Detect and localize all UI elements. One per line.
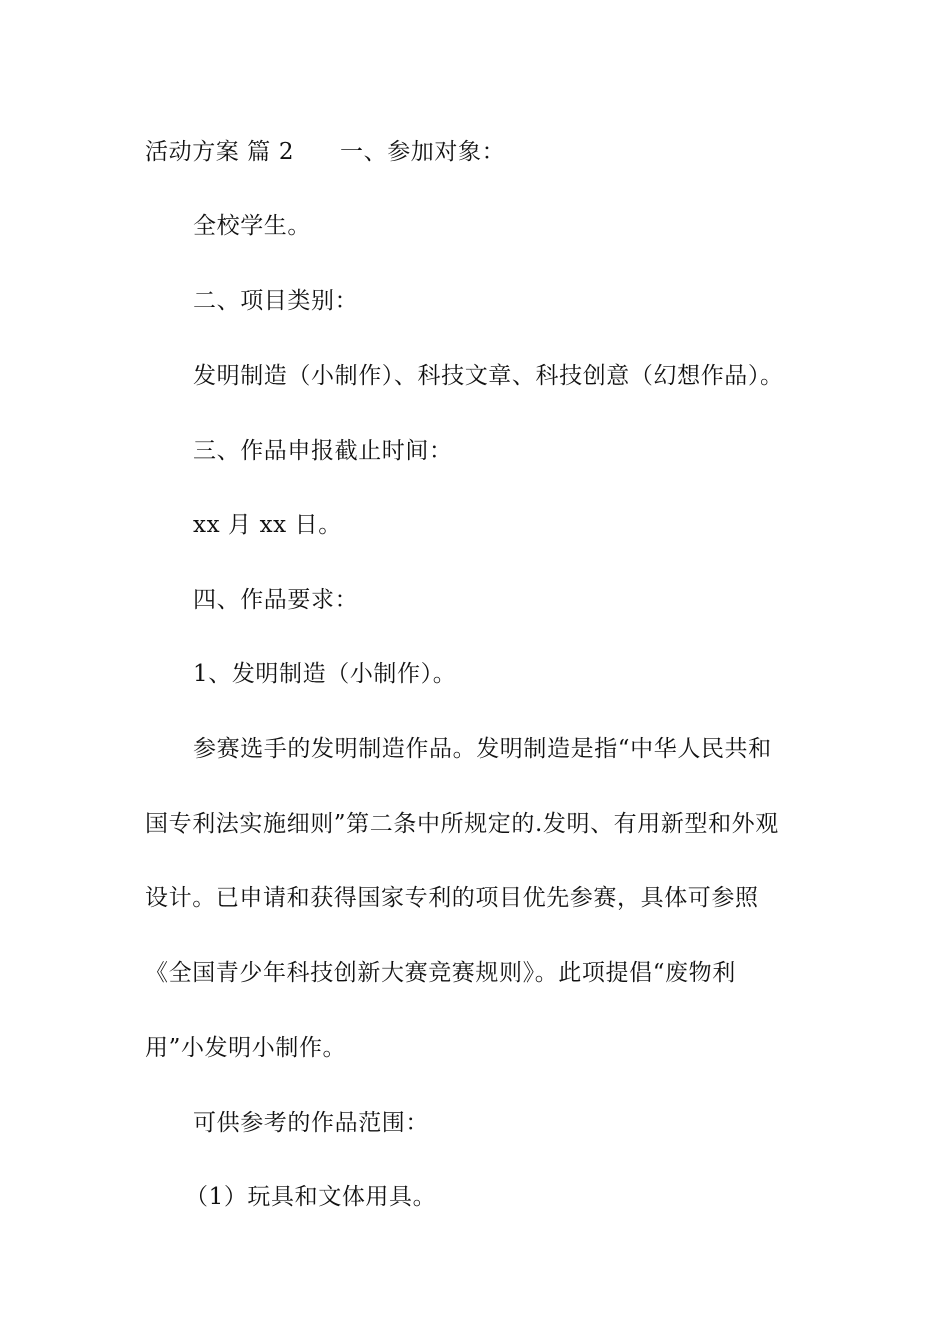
paragraph-line: 《全国青少年科技创新大赛竞赛规则》。此项提倡“废物利: [145, 960, 736, 986]
section-heading-participants: 一、参加对象：: [340, 139, 506, 165]
paragraph-line: 用”小发明小制作。: [145, 1035, 347, 1061]
paragraph-line: 参赛选手的发明制造作品。发明制造是指“中华人民共和: [193, 736, 772, 762]
section-heading-left: 活动方案 篇 2: [145, 139, 295, 165]
text-line: 发明制造（小制作）、科技文章、科技创意（幻想作品）。: [193, 363, 784, 389]
text-line: 二、项目类别：: [193, 288, 359, 314]
text-line: xx 月 xx 日。: [193, 512, 342, 538]
text-line: 四、作品要求：: [193, 587, 359, 613]
text-line: 1、发明制造（小制作）。: [193, 661, 457, 687]
scope-heading: 可供参考的作品范围：: [193, 1110, 429, 1136]
scope-item: （1）玩具和文体用具。: [185, 1184, 437, 1210]
text-line: 全校学生。: [193, 213, 311, 239]
text-line: 三、作品申报截止时间：: [193, 438, 453, 464]
paragraph-line: 国专利法实施细则”第二条中所规定的.发明、有用新型和外观: [145, 811, 779, 837]
paragraph-line: 设计。已申请和获得国家专利的项目优先参赛，具体可参照: [145, 885, 759, 911]
